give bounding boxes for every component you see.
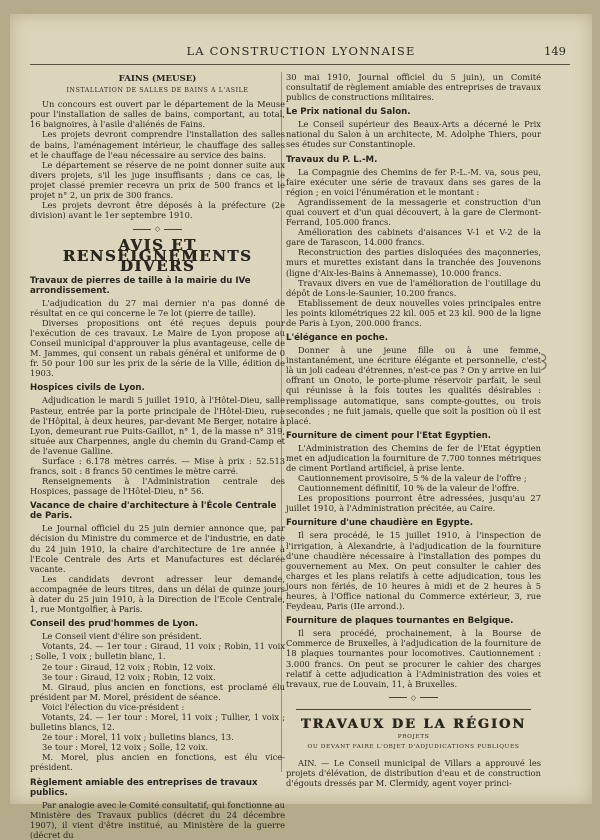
fains-heading: FAINS (MEUSE) [118, 74, 197, 84]
elegance-heading: L'élégance en poche. [286, 333, 388, 344]
plm-paragraph: Agrandissement de la messagerie et construction d'un quai couvert et d'un quai découvert, à la gare de Clermont-Ferrand, 105.000 francs. [286, 196, 541, 228]
conseil-line: Votants, 24. — 1er tour : Giraud, 11 voix ; Robin, 11 voix ; Solle, 1 voix ; bulletin blanc, 1. [30, 641, 285, 662]
conseil-line: M. Giraud, plus ancien en fonctions, est proclamé élu président par M. Morel, président de séance. [30, 681, 285, 702]
ciment-heading: Fourniture de ciment pour l'Etat Egyptien. [286, 430, 492, 441]
ciment-paragraph: Les propositions pourront être adressées, jusqu'au 27 juillet 1910, à l'Administration précitée, au Caire. [286, 493, 541, 514]
conseil-line: 3e tour : Morel, 12 voix ; Solle, 12 voix. [42, 742, 209, 753]
conseil-heading: Conseil des prud'hommes de Lyon. [30, 619, 199, 630]
fains-subheading: INSTALLATION DE SALLES DE BAINS A L'ASILE [66, 87, 249, 95]
ciment-paragraph: Cautionnement provisoire, 5 % de la valeur de l'offre ; [298, 473, 527, 484]
separator-ornament: ◇ [286, 693, 541, 703]
salon-paragraph: Le Conseil supérieur des Beaux-Arts a décerné le Prix national du Salon à un architecte, M. Adolphe Thiers, pour ses études sur Constantinople. [286, 119, 541, 150]
separator-ornament: ◇ [30, 224, 285, 234]
conseil-line: 3e tour : Giraud, 12 voix ; Robin, 12 voix. [42, 671, 216, 682]
travaux-heading: Travaux de pierres de taille à la mairie du IVe arrondissement. [30, 275, 251, 296]
conseil-line: 2e tour : Giraud, 12 voix ; Robin, 12 voix. [42, 661, 216, 672]
continued-paragraph: 30 mai 1910, Journal officiel du 5 juin), un Comité consultatif de règlement amiable des entreprises de travaux publics de constructions militaires. [286, 72, 541, 103]
conseil-line: Voici l'élection du vice-président : [42, 701, 185, 712]
fains-paragraph: Le département se réserve de ne point donner suite aux divers projets, s'il les juge insuffisants ; dans ce cas, le projet classé premier recevra un prix de 500 francs et le projet n° 2, un prix de 300 francs. [30, 159, 285, 201]
reglement-paragraph: Par analogie avec le Comité consultatif, qui fonctionne au Ministère des Travaux publics (décret du 24 décembre 1907), il vient d'être institué, au Ministère de la guerre (décret du [30, 799, 285, 840]
plm-paragraph: Amélioration des cabinets d'aisances V-1 et V-2 de la gare de Tarascon, 14.000 francs. [286, 227, 541, 248]
ciment-paragraph: Cautionnement définitif, 10 % de la valeur de l'offre. [298, 483, 520, 494]
conseil-line: M. Morel, plus ancien en fonctions, est élu vice-président. [30, 752, 285, 773]
ain-paragraph: AIN. — Le Conseil municipal de Villars a approuvé les projets d'élévation, de distribution d'eau et de construction d'égouts dressés par M. Clermidy, agent voyer princi- [286, 758, 541, 789]
chaudiere-heading: Fourniture d'une chaudière en Egypte. [286, 518, 473, 529]
hospices-paragraph: Surface : 6.178 mètres carrés. — Mise à prix : 52.513 francs, soit : 8 francs 50 centimes le mètre carré. [30, 456, 285, 477]
hospices-paragraph: Renseignements à l'Administration centrale des Hospices, passage de l'Hôtel-Dieu, n° 56. [30, 476, 285, 497]
region-section-title: TRAVAUX DE LA RÉGION [300, 716, 527, 732]
conseil-line: 2e tour : Morel, 11 voix ; bulletins blancs, 13. [42, 732, 234, 743]
travaux-paragraph: L'adjudication du 27 mai dernier n'a pas donné de résultat en ce qui concerne le 7e lot (pierre de taille). [30, 297, 285, 318]
plaques-paragraph: Il sera procédé, prochainement, à la Bourse de Commerce de Bruxelles, à l'adjudication de la fourniture de 18 plaques tournantes pour locomotives. Cautionnement : 3.000 francs. On peut se procurer le cahier des charges relatif à cette adjudication à l'Administration des voies et travaux, rue de Louvain, 11, à Bruxelles. [286, 628, 541, 689]
fains-paragraph: Les projets devront comprendre l'installation des salles de bains, l'aménagement intérieur, le chauffage des salles et le chauffage de l'eau nécessaire au service des bains. [30, 129, 285, 160]
page-header [10, 44, 592, 62]
conseil-line: Votants, 24. — 1er tour : Morel, 11 voix ; Tullier, 1 voix ; bulletins blancs, 12. [30, 711, 285, 733]
avis-section-title: AVIS ET RENSEIGNEMENTS DIVERS [62, 236, 253, 275]
vacance-paragraph: Les candidats devront adresser leur demande, accompagnée de leurs titres, dans un délai de quinze jours à dater du 25 juin 1910, à la Direction de l'Ecole Centrale, 1, rue Montgolfier, à Paris. [30, 573, 285, 615]
region-subtitle: PROJETS [397, 733, 430, 740]
fains-paragraph: Un concours est ouvert par le département de la Meuse pour l'installation de salles de bains, comportant, au total, 16 baignoires, à l'asile d'aliénés de Fains. [30, 99, 285, 130]
region-rule [296, 709, 531, 710]
header-rule [30, 64, 570, 65]
ciment-paragraph: L'Administration des Chemins de fer de l'Etat égyptien met en adjudication la fourniture de 7.700 tonnes métriques de ciment Portland artificiel, à prise lente. [286, 442, 541, 473]
hospices-heading: Hospices civils de Lyon. [30, 383, 145, 394]
salon-heading: Le Prix national du Salon. [286, 107, 411, 118]
vacance-heading: Vacance de chaire d'architecture à l'École Centrale de Paris. [30, 501, 277, 522]
elegance-paragraph: Donner à une jeune fille ou à une femme, instantanément, une écriture élégante et personnelle, c'est là un joli cadeau d'étrennes, n'est-ce pas ? On y arrive en lui offrant un Onoto, le porte-plume réservoir parfait, le seul qui réunisse à la fois toutes les qualités désirables : remplissage automatique, sans compte-gouttes, ou trois secondes ; ne fuit jamais, quelle que soit la position où il est placé. [286, 345, 541, 426]
pencil-mark-icon [538, 352, 550, 372]
plm-paragraph: La Compagnie des Chemins de fer P.-L.-M. va, sous peu, faire exécuter une série de travaux dans ses gares de la région ; en voici l'énumération et le montant : [286, 166, 541, 197]
left-column [30, 72, 285, 840]
chaudiere-paragraph: Il sera procédé, le 15 juillet 1910, à l'inspection de l'irrigation, à Alexandrie, à l'adjudication de la fourniture d'une chaudière nécessaire à l'installation des pompes du gouvernement au Mex. On peut consulter le cahier des charges et les plans relatifs à cette adjudication, tous les jours non fériés, de 10 heures à midi et de 2 heures à 5 heures, à l'Office national du Commerce extérieur, 3, rue Feydeau, Paris (IIe arrond.). [286, 530, 541, 612]
plm-heading: Travaux du P. L.-M. [286, 154, 378, 165]
hospices-paragraph: Adjudication le mardi 5 juillet 1910, à l'Hôtel-Dieu, salle Pasteur, entrée par la porte principale de l'Hôtel-Dieu, rue de l'Hôpital, à deux heures, par-devant Me Berger, notaire à Lyon, demeurant rue Puits-Gaillot, n° 1, de la masse n° 319, située aux Charpennes, angle du chemin du Grand-Camp et de l'avenue Galline. [30, 395, 285, 456]
plm-paragraph: Etablissement de deux nouvelles voies principales entre les points kilométriques 22 kil. 005 et 23 kil. 900 de la ligne de Paris à Lyon, 200.000 francs. [286, 297, 541, 328]
fains-paragraph: Les projets devront être déposés à la préfecture (2e division) avant le 1er septembre 1910. [30, 200, 285, 221]
reglement-heading: Règlement amiable des entreprises de travaux publics. [30, 777, 258, 798]
vacance-paragraph: Le Journal officiel du 25 juin dernier annonce que, par décision du Ministre du commerce et de l'industrie, en date du 24 juin 1910, la chaire d'architecture de 1re année à l'Ecole Centrale des Arts et Manufactures est déclarée vacante. [30, 523, 285, 574]
right-column [286, 72, 541, 788]
travaux-paragraph: Diverses propositions ont été reçues depuis pour l'exécution de ces travaux. Le Maire de Lyon propose au Conseil municipal d'approuver la plus avantageuse, celle de M. Jammes, qui consent un rabais général et uniforme de 0 fr. 50 pour 100 sur les prix de la série de la Ville, édition de 1903. [30, 317, 285, 379]
plaques-heading: Fourniture de plaques tournantes en Belgique. [286, 616, 514, 627]
conseil-line: Le Conseil vient d'élire son président. [42, 631, 202, 642]
publication-title: LA CONSTRUCTION LYONNAISE [186, 44, 416, 58]
region-subtitle: OU DEVANT FAIRE L'OBJET D'ADJUDICATIONS PUBLIQUES [307, 744, 520, 751]
plm-paragraph: Travaux divers en vue de l'amélioration de l'outillage du dépôt de Lons-le-Saunier, 10.200 francs. [286, 277, 541, 298]
plm-paragraph: Reconstruction des parties disloquées des maçonneries, murs et murettes existant dans la tranchée des Jouvenons (ligne d'Aix-les-Bains à Annemasse), 10.000 francs. [286, 247, 541, 278]
newspaper-page [10, 14, 592, 840]
page-number: 149 [544, 44, 566, 58]
